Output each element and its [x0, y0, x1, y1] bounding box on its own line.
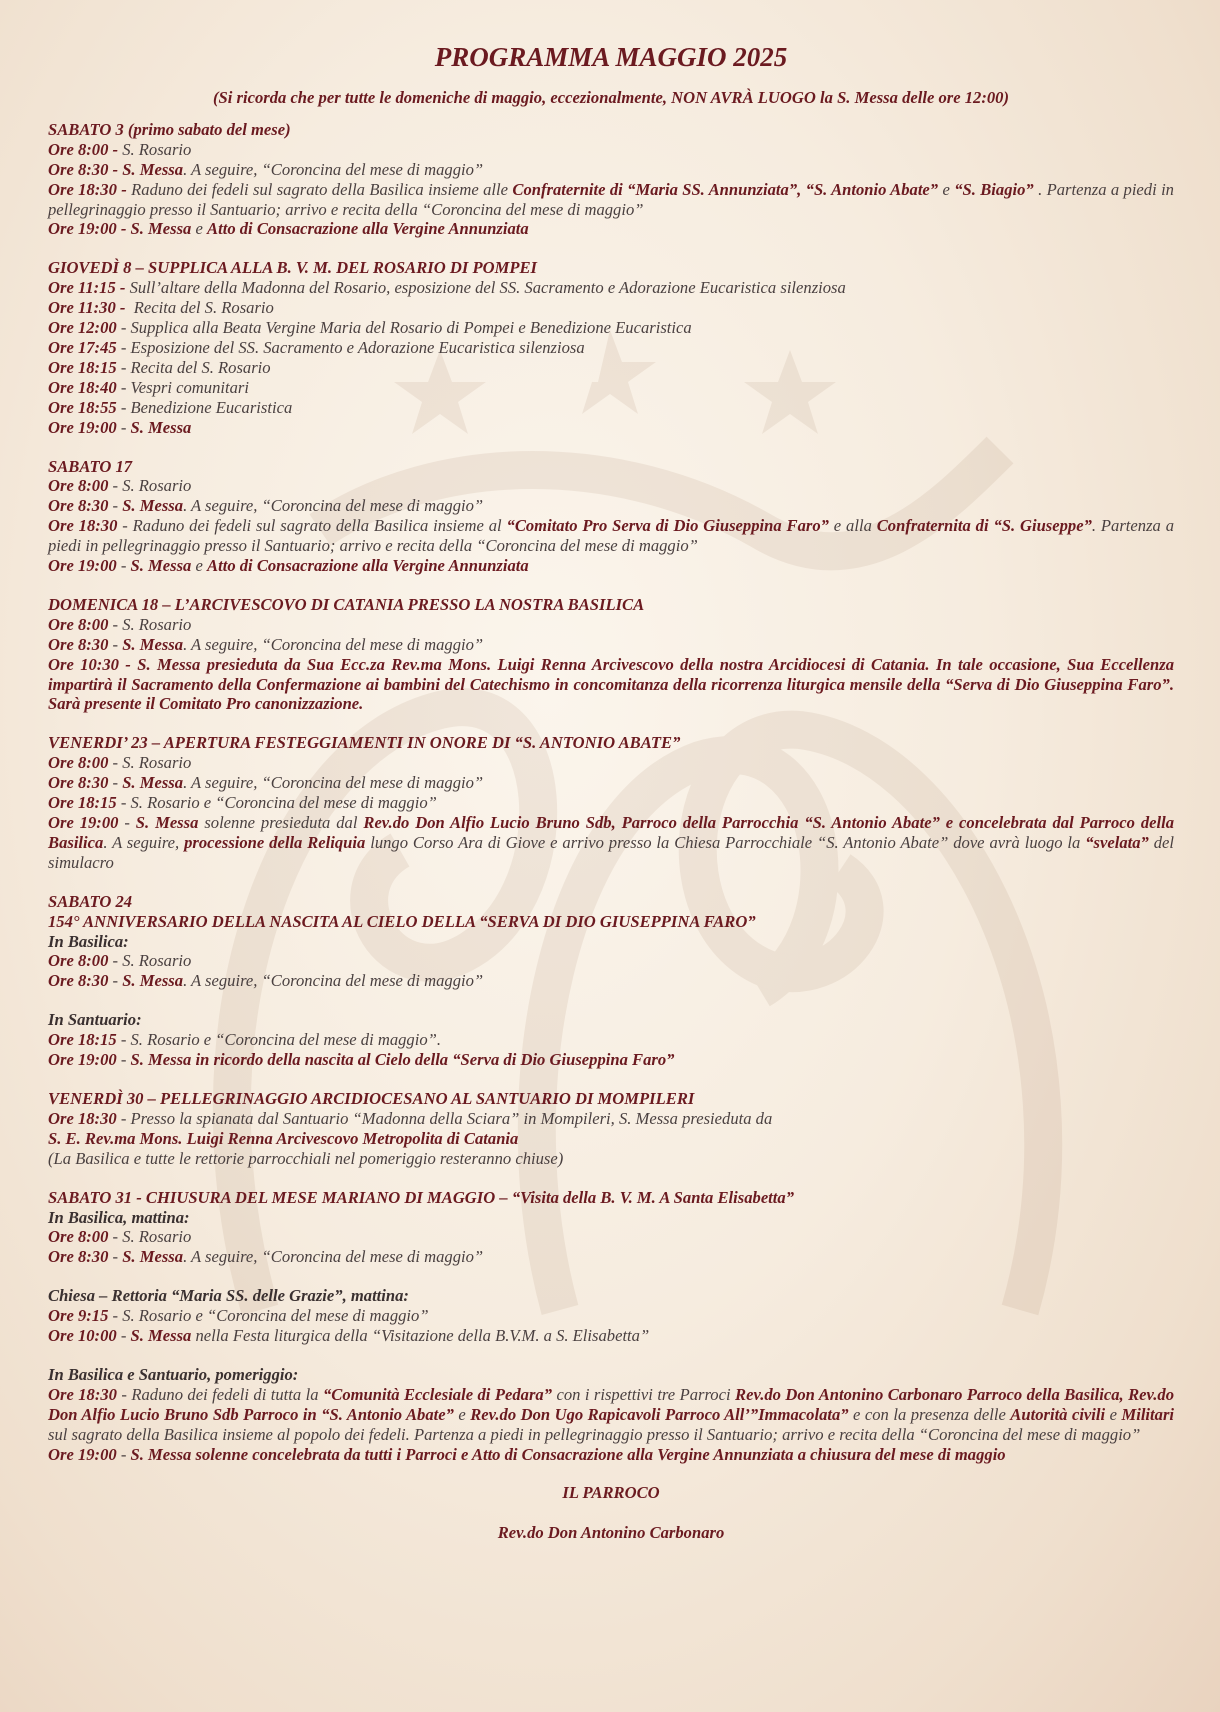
event-emphasis: S. Messa — [118, 159, 184, 179]
event-text: S. Rosario — [118, 139, 192, 159]
time-label: Ore 8:30 — [48, 496, 109, 516]
event-text: - — [108, 496, 123, 516]
event-text: solenne presieduta dal — [198, 813, 364, 832]
schedule-line — [48, 476, 1174, 496]
event-emphasis: Confraternita di “S. Giuseppe” — [876, 516, 1092, 536]
schedule-line — [48, 378, 1174, 398]
location-label: In Santuario: — [48, 1010, 142, 1030]
event-text: e con la presenza delle — [848, 1404, 1011, 1424]
event-text: e — [191, 219, 208, 239]
event-emphasis: processione della Reliquia — [184, 832, 366, 852]
event-text: - — [108, 773, 123, 793]
event-emphasis: Rev.do Don Alfio Lucio Bruno Sdb, Parroco della Parrocchia “S. Antonio Abate” e concelebrata dal Parroco della Basilica — [48, 813, 1175, 852]
event-text: . A seguire, “Coroncina del mese di maggio” — [183, 159, 484, 179]
event-emphasis: S. Messa — [130, 556, 192, 576]
section-heading: SABATO 31 - CHIUSURA DEL MESE MARIANO DI MAGGIO – “Visita della B. V. M. A Santa Elisabetta” — [48, 1187, 794, 1207]
time-label: Ore 18:15 — [48, 793, 117, 813]
event-text: - Vespri comunitari — [116, 377, 249, 397]
schedule-line — [48, 793, 1174, 813]
event-text: - S. Rosario e “Coroncina del mese di maggio” — [116, 793, 437, 813]
time-label: Ore 19:00 — [48, 417, 117, 437]
program-document — [48, 40, 1174, 1543]
schedule-line — [48, 298, 1174, 318]
schedule-line — [48, 1445, 1174, 1465]
event-emphasis: “svelata” — [1085, 832, 1149, 852]
event-emphasis: S. Messa — [135, 813, 199, 832]
schedule-line — [48, 773, 1174, 793]
schedule-line — [48, 615, 1174, 635]
event-text: - — [116, 1326, 131, 1346]
section-subheading: 154° ANNIVERSARIO DELLA NASCITA AL CIELO DELLA “SERVA DI DIO GIUSEPPINA FARO” — [48, 911, 756, 931]
time-label: Ore 8:00 — [48, 614, 109, 634]
event-text: . A seguire, — [103, 832, 185, 852]
event-text: . A seguire, “Coroncina del mese di maggio” — [183, 971, 484, 991]
event-text: lungo Corso Ara di Giove e arrivo presso la Chiesa Parrocchiale “S. Antonio Abate” dove avrà luogo la — [365, 832, 1086, 852]
schedule-line — [48, 951, 1174, 971]
section-heading: GIOVEDÌ 8 – SUPPLICA ALLA B. V. M. DEL ROSARIO DI POMPEI — [48, 258, 538, 278]
event-text: - — [108, 1247, 123, 1267]
event-text: e — [1105, 1404, 1122, 1424]
event-text: Raduno dei fedeli sul sagrato della Basilica insieme alle — [126, 179, 513, 199]
section-heading: DOMENICA 18 – L’ARCIVESCOVO DI CATANIA PRESSO LA NOSTRA BASILICA — [48, 594, 645, 614]
section-heading: SABATO 3 (primo sabato del mese) — [48, 119, 291, 139]
time-label: Ore 19:00 - — [48, 219, 127, 239]
schedule-line — [48, 1326, 1174, 1346]
event-text: - — [108, 971, 123, 991]
schedule-line — [48, 219, 1174, 239]
event-text: . Partenza a piedi in pellegrinaggio presso il Santuario; arrivo e recita della “Coroncina del mese di maggio” — [48, 179, 1174, 219]
event-emphasis: S. Messa solenne concelebrata da tutti i Parroci e Atto di Consacrazione alla Vergine Annunziata a chiusura del mese di maggio — [130, 1444, 1006, 1464]
section-giovedi-8 — [48, 258, 1174, 437]
time-label: Ore 8:00 — [48, 951, 109, 971]
event-text: - S. Rosario — [108, 1227, 192, 1247]
schedule-line — [48, 516, 1174, 556]
event-emphasis: “Comunità Ecclesiale di Pedara” — [322, 1384, 553, 1404]
event-text: . A seguire, “Coroncina del mese di maggio” — [183, 773, 484, 793]
time-label: Ore 19:00 — [48, 1444, 117, 1464]
time-label: Ore 18:15 — [48, 1030, 117, 1050]
time-label: Ore 9:15 — [48, 1306, 109, 1326]
section-sabato-3 — [48, 120, 1174, 239]
event-text: nella Festa liturgica della “Visitazione della B.V.M. a S. Elisabetta” — [191, 1326, 650, 1346]
time-label: Ore 10:30 - — [48, 654, 131, 674]
event-emphasis: S. Messa — [126, 219, 192, 239]
time-label: Ore 11:15 - — [48, 278, 126, 298]
schedule-line — [48, 180, 1174, 220]
location-label: Chiesa – Rettoria “Maria SS. delle Grazie”, mattina: — [48, 1286, 409, 1306]
event-emphasis: S. Messa — [122, 634, 184, 654]
event-text: e — [938, 179, 955, 199]
time-label: Ore 11:30 - — [48, 298, 126, 318]
schedule-line — [48, 655, 1174, 715]
schedule-line — [48, 496, 1174, 516]
schedule-line — [48, 1247, 1174, 1267]
event-text: - S. Rosario e “Coroncina del mese di maggio” — [108, 1306, 429, 1326]
time-label: Ore 18:40 — [48, 377, 117, 397]
event-emphasis: S. Messa — [122, 496, 184, 516]
schedule-line — [48, 398, 1174, 418]
spacer — [48, 991, 1174, 1010]
event-text: - Raduno dei fedeli di tutta la — [116, 1384, 323, 1404]
schedule-line — [48, 556, 1174, 576]
event-emphasis: “S. Biagio” — [954, 179, 1034, 199]
event-text: sul sagrato della Basilica insieme al popolo dei fedeli. Partenza a piedi in pellegrinaggio presso il Santuario; arrivo e recita della “Coroncina del mese di maggio” — [48, 1424, 1141, 1444]
section-sabato-17 — [48, 457, 1174, 576]
schedule-line — [48, 1109, 1174, 1129]
spacer — [48, 1346, 1174, 1365]
time-label: Ore 18:30 - — [48, 179, 127, 199]
event-text: - S. Rosario — [108, 614, 192, 634]
event-text: - S. Rosario — [108, 951, 192, 971]
event-emphasis: S. Messa — [122, 773, 184, 793]
event-emphasis: Confraternite di “Maria SS. Annunziata”, “S. Antonio Abate” — [512, 179, 939, 199]
event-text: e — [453, 1404, 471, 1424]
location-label: In Basilica, mattina: — [48, 1207, 190, 1227]
sunday-notice: (Si ricorda che per tutte le domeniche di maggio, eccezionalmente, NON AVRÀ LUOGO la S. Messa delle ore 12:00) — [213, 88, 1009, 107]
signature-role: IL PARROCO — [562, 1483, 660, 1503]
event-text: - Supplica alla Beata Vergine Maria del Rosario di Pompei e Benedizione Eucaristica — [116, 318, 692, 338]
schedule-line — [48, 1306, 1174, 1326]
event-text: - — [116, 1050, 131, 1070]
schedule-line — [48, 338, 1174, 358]
event-emphasis: Autorità civili — [1010, 1404, 1106, 1424]
time-label: Ore 18:15 — [48, 357, 117, 377]
event-emphasis: Rev.do Don Ugo Rapicavoli Parroco All’”Immacolata” — [470, 1404, 849, 1424]
schedule-line — [48, 971, 1174, 991]
section-domenica-18 — [48, 595, 1174, 714]
schedule-line — [48, 1129, 1174, 1149]
event-text: (La Basilica e tutte le rettorie parrocchiali nel pomeriggio resteranno chiuse) — [48, 1148, 564, 1168]
event-text: - Esposizione del SS. Sacramento e Adorazione Eucaristica silenziosa — [116, 337, 585, 357]
schedule-note — [48, 1149, 1174, 1169]
schedule-line — [48, 358, 1174, 378]
section-heading: SABATO 17 — [48, 456, 133, 476]
event-text: . A seguire, “Coroncina del mese di maggio” — [183, 1247, 484, 1267]
schedule-line — [48, 753, 1174, 773]
time-label: Ore 8:00 — [48, 753, 109, 773]
section-venerdi-23 — [48, 733, 1174, 872]
section-heading: VENERDI’ 23 – APERTURA FESTEGGIAMENTI IN ONORE DI “S. ANTONIO ABATE” — [48, 733, 681, 753]
location-label: In Basilica e Santuario, pomeriggio: — [48, 1364, 299, 1384]
event-text: - — [108, 634, 123, 654]
time-label: Ore 8:00 — [48, 476, 109, 496]
event-text: - — [116, 556, 131, 576]
section-venerdi-30 — [48, 1089, 1174, 1169]
event-emphasis: Atto di Consacrazione alla Vergine Annunziata — [207, 219, 529, 239]
time-label: Ore 18:30 — [48, 1108, 117, 1128]
event-text: - Presso la spianata dal Santuario “Madonna della Sciara” in Mompileri, S. Messa presieduta da — [116, 1108, 773, 1128]
time-label: Ore 18:30 — [48, 516, 118, 536]
section-heading: VENERDÌ 30 – PELLEGRINAGGIO ARCIDIOCESANO AL SANTUARIO DI MOMPILERI — [48, 1088, 695, 1108]
event-text: Recita del S. Rosario — [125, 298, 274, 318]
event-text: . A seguire, “Coroncina del mese di maggio” — [183, 496, 484, 516]
event-text: - S. Rosario e “Coroncina del mese di maggio”. — [116, 1030, 442, 1050]
event-emphasis: “Comitato Pro Serva di Dio Giuseppina Faro” — [506, 516, 829, 536]
event-emphasis: Atto di Consacrazione alla Vergine Annunziata — [207, 556, 529, 576]
event-emphasis: S. Messa — [122, 971, 184, 991]
spacer — [48, 1267, 1174, 1286]
event-text: . A seguire, “Coroncina del mese di maggio” — [183, 634, 484, 654]
time-label: Ore 8:30 — [48, 971, 109, 991]
event-emphasis: Militari — [1121, 1404, 1175, 1424]
event-text: - Recita del S. Rosario — [116, 357, 271, 377]
event-emphasis: Rev.do Don Antonino Carbonaro Parroco della Basilica, Rev.do Don Alfio Lucio Bruno Sdb Parroco in “S. Antonio Abate” — [48, 1384, 1175, 1424]
time-label: Ore 19:00 — [48, 1050, 117, 1070]
time-label: Ore 18:30 — [48, 1384, 117, 1404]
event-text: e — [191, 556, 208, 576]
schedule-line — [48, 160, 1174, 180]
event-emphasis: S. Messa — [122, 1247, 184, 1267]
event-emphasis: S. E. Rev.ma Mons. Luigi Renna Arcivescovo Metropolita di Catania — [48, 1128, 519, 1148]
event-emphasis: S. Messa in ricordo della nascita al Cielo della “Serva di Dio Giuseppina Faro” — [130, 1050, 675, 1070]
event-text: - S. Rosario — [108, 476, 192, 496]
schedule-line — [48, 1030, 1174, 1050]
event-text: con i rispettivi tre Parroci — [552, 1384, 736, 1404]
time-label: Ore 19:00 — [48, 556, 117, 576]
schedule-line — [48, 813, 1174, 873]
event-text: - Benedizione Eucaristica — [116, 397, 293, 417]
schedule-line — [48, 140, 1174, 160]
time-label: Ore 18:55 — [48, 397, 117, 417]
time-label: Ore 8:30 — [48, 1247, 109, 1267]
time-label: Ore 8:00 - — [48, 139, 119, 159]
location-label: In Basilica: — [48, 931, 129, 951]
section-heading: SABATO 24 — [48, 891, 133, 911]
event-text: Sull’altare della Madonna del Rosario, esposizione del SS. Sacramento e Adorazione Eucaristica silenziosa — [125, 278, 846, 298]
signature-name: Rev.do Don Antonino Carbonaro — [497, 1523, 725, 1543]
time-label: Ore 17:45 — [48, 337, 117, 357]
event-text: - — [116, 1444, 131, 1464]
event-text: del simulacro — [48, 832, 1175, 872]
section-sabato-24 — [48, 892, 1174, 1070]
schedule-line — [48, 635, 1174, 655]
schedule-line — [48, 1050, 1174, 1070]
event-text: - — [116, 417, 131, 437]
schedule-line — [48, 1227, 1174, 1247]
event-text: - Raduno dei fedeli sul sagrato della Basilica insieme al — [117, 516, 507, 536]
page-title: PROGRAMMA MAGGIO 2025 — [434, 42, 788, 72]
time-label: Ore 10:00 — [48, 1326, 117, 1346]
time-label: Ore 8:30 - — [48, 159, 119, 179]
time-label: Ore 8:00 — [48, 1227, 109, 1247]
event-text: - S. Rosario — [108, 753, 192, 773]
event-text: e alla — [828, 516, 877, 536]
time-label: Ore 8:30 — [48, 634, 109, 654]
time-label: Ore 19:00 — [48, 813, 119, 832]
event-emphasis: S. Messa — [130, 1326, 192, 1346]
time-label: Ore 8:30 — [48, 773, 109, 793]
event-emphasis: S. Messa — [130, 417, 192, 437]
event-text: . Partenza a piedi in pellegrinaggio presso il Santuario; arrivo e recita della “Coroncina del mese di maggio” — [48, 516, 1174, 556]
event-emphasis: S. Messa presieduta da Sua Ecc.za Rev.ma Mons. Luigi Renna Arcivescovo della nostra Arcidiocesi di Catania. In tale occasione, Sua Eccellenza impartirà il Sacramento della Confermazione ai bambini del Catechismo in concomitanza della ricorrenza liturgica mensile della “Serva di Dio Giuseppina Faro”. Sarà presente il Comitato Pro canonizzazione. — [48, 654, 1174, 714]
section-sabato-31 — [48, 1188, 1174, 1465]
schedule-line — [48, 418, 1174, 438]
schedule-line — [48, 278, 1174, 298]
time-label: Ore 12:00 — [48, 318, 117, 338]
schedule-line — [48, 318, 1174, 338]
event-text: - — [118, 813, 136, 832]
schedule-line — [48, 1385, 1174, 1445]
